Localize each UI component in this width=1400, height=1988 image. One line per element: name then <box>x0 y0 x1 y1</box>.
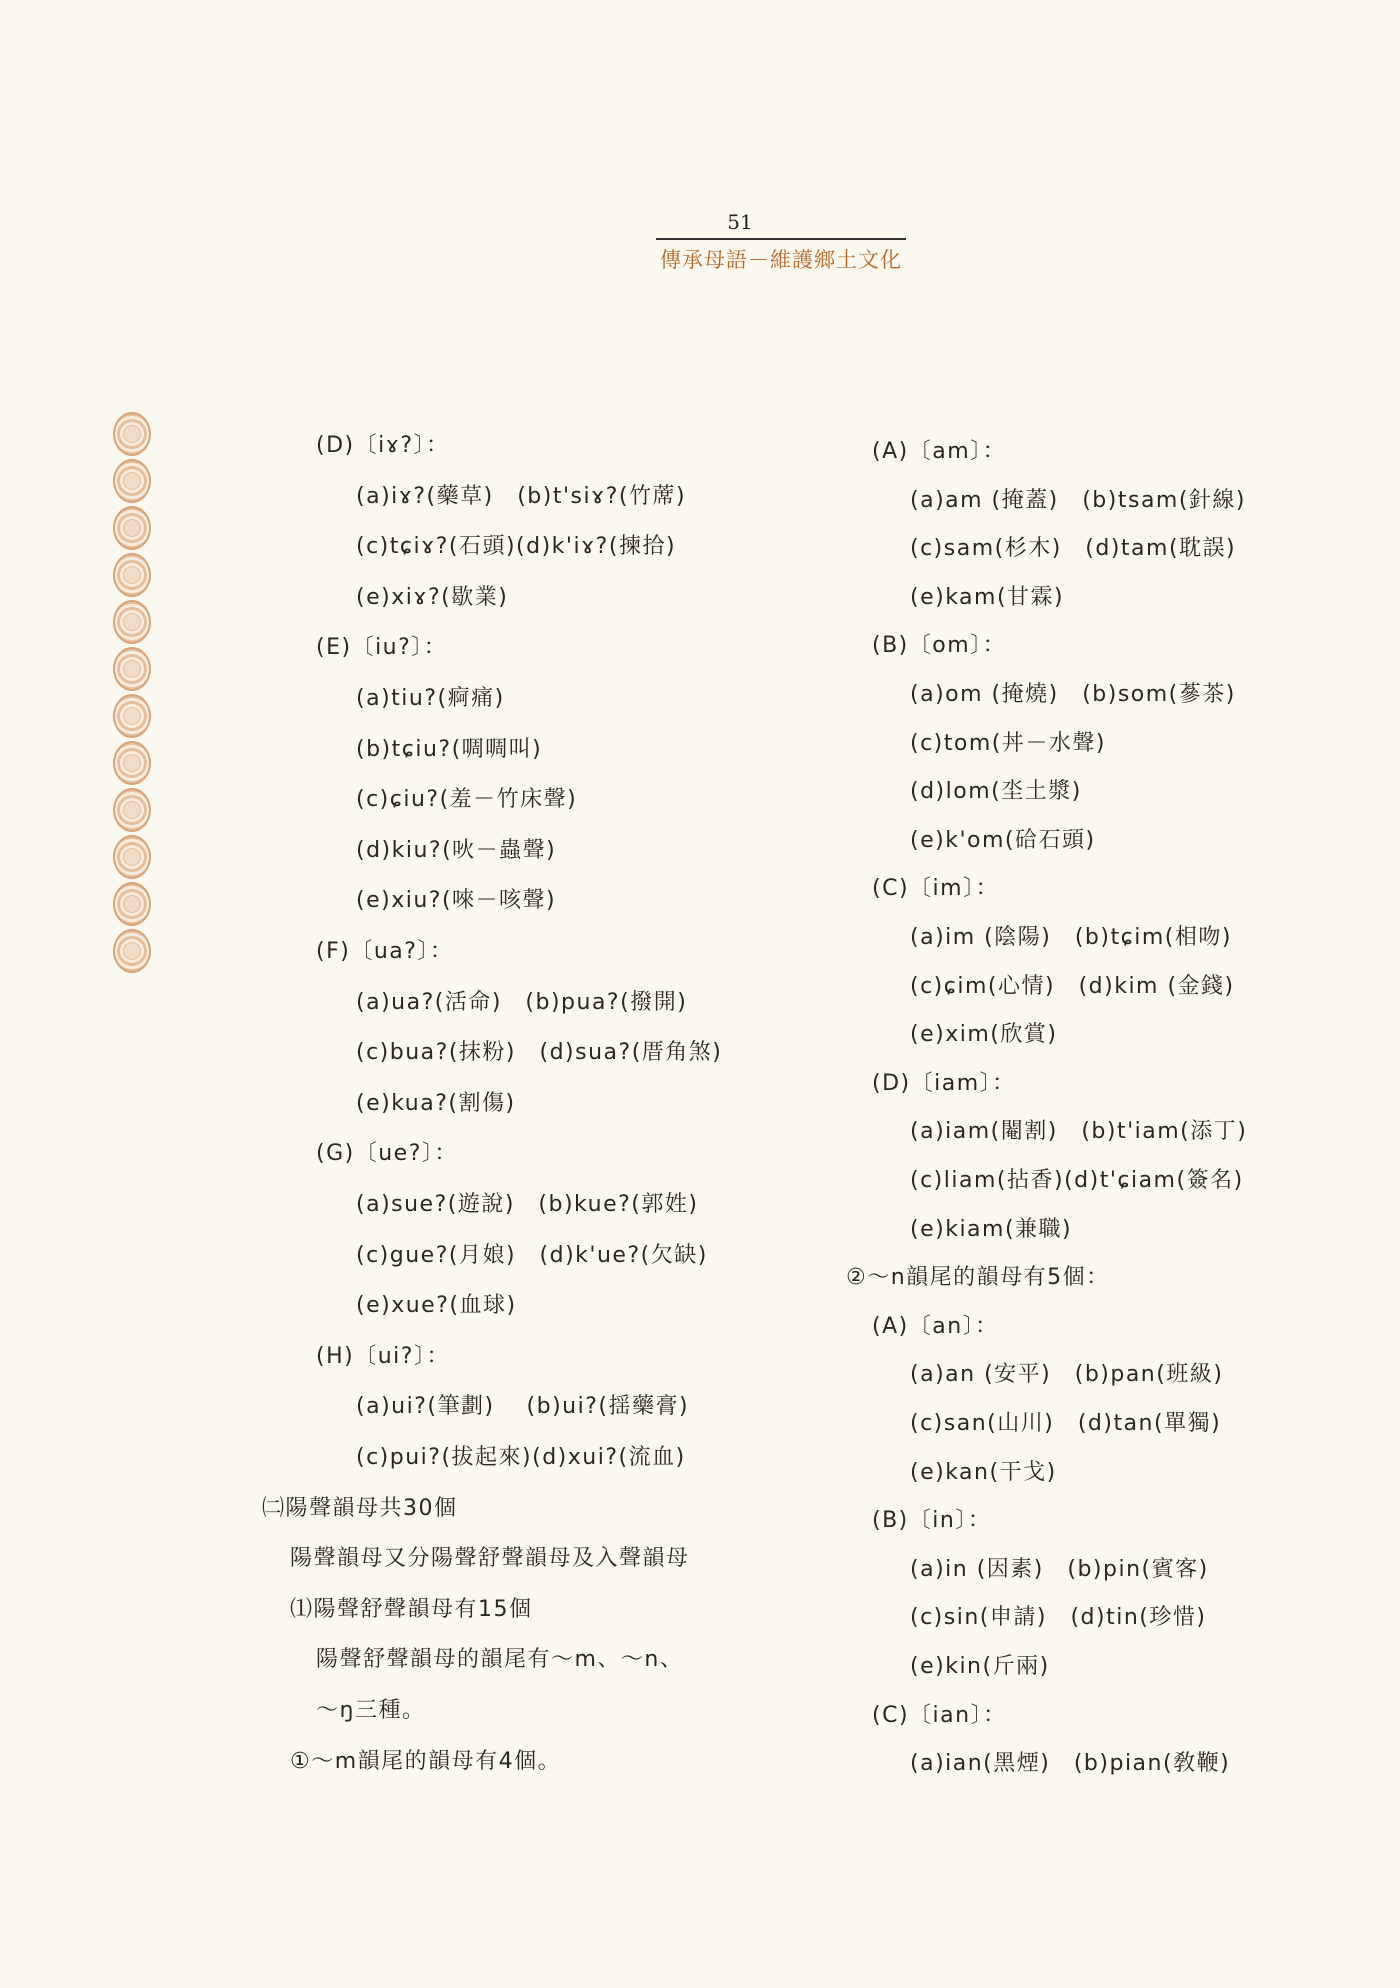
ornament-seal-icon <box>113 459 151 503</box>
text-line: (c)sam(杉木) (d)tam(耽誤) <box>910 536 1237 562</box>
text-line: (e)kin(斤兩) <box>910 1654 1050 1679</box>
text-line: (e)kua?(割傷) <box>356 1090 516 1116</box>
text-line: ～ŋ三種。 <box>316 1698 426 1723</box>
text-line: (c)liam(拈香)(d)t'ɕiam(簽名) <box>910 1168 1244 1193</box>
text-line: (e)xue?(血球) <box>356 1293 517 1319</box>
text-line: (a)iɤ?(藥草) (b)t'siɤ?(竹蓆) <box>356 483 687 509</box>
text-line: (e)kan(干戈) <box>910 1459 1057 1485</box>
text-line: (e)xim(欣賞) <box>910 1022 1058 1048</box>
ornament-seal-icon <box>113 929 151 973</box>
text-line: (a)sue?(遊說) (b)kue?(郭姓) <box>356 1192 699 1217</box>
text-line: (b)tɕiu?(啁啁叫) <box>356 736 543 762</box>
text-line: (c)ɕiu?(羞－竹床聲) <box>356 787 578 813</box>
ornament-seal-icon <box>113 882 151 926</box>
text-line: (a)tiu?(痾痛) <box>356 686 505 711</box>
ornament-seal-icon <box>113 553 151 597</box>
text-line: (c)sin(申請) (d)tin(珍惜) <box>910 1605 1207 1631</box>
text-line: (A)〔an〕： <box>872 1313 999 1339</box>
text-line: (c)ɕim(心情) (d)kim (金錢) <box>910 973 1235 999</box>
text-line: (e)xiɤ?(歇業) <box>356 584 509 610</box>
text-line: (e)k'om(硆石頭) <box>910 827 1096 853</box>
text-line: (c)bua?(抹粉) (d)sua?(厝角煞) <box>356 1040 723 1066</box>
ornament-strip <box>113 412 157 976</box>
text-line: (a)am (掩蓋) (b)tsam(針線) <box>910 487 1247 513</box>
ornament-seal-icon <box>113 647 151 691</box>
text-line: (F)〔ua?〕： <box>316 939 454 964</box>
page-number: 51 <box>727 210 753 234</box>
text-line: (A)〔am〕： <box>872 439 1007 464</box>
text-line: (C)〔im〕： <box>872 876 1000 902</box>
text-line: (d)lom(坔土漿) <box>910 779 1082 805</box>
text-line: (e)kam(甘霖) <box>910 584 1065 610</box>
header-rule <box>656 238 906 240</box>
text-line: (e)xiu?(唻－咳聲) <box>356 888 557 914</box>
text-line: (C)〔ian〕： <box>872 1702 1007 1728</box>
ornament-seal-icon <box>113 835 151 879</box>
text-line: ①～m韻尾的韻母有4個。 <box>290 1748 562 1774</box>
text-line: (c)tɕiɤ?(石頭)(d)k'iɤ?(揀拾) <box>356 534 677 560</box>
text-line: (c)san(山川) (d)tan(單獨) <box>910 1411 1222 1436</box>
text-line: (B)〔in〕： <box>872 1508 992 1534</box>
ornament-seal-icon <box>113 788 151 832</box>
text-line: (a)im (陰陽) (b)tɕim(相吻) <box>910 925 1232 950</box>
text-line: (E)〔iu?〕： <box>316 635 448 661</box>
text-line: (a)an (安平) (b)pan(班級) <box>910 1362 1224 1388</box>
ornament-seal-icon <box>113 412 151 456</box>
text-line: 陽聲舒聲韻母的韻尾有～m、～n、 <box>316 1647 684 1673</box>
text-line: (D)〔iam〕： <box>872 1070 1016 1096</box>
text-line: ㈡陽聲韻母共30個 <box>262 1495 458 1521</box>
text-line: (e)kiam(兼職) <box>910 1216 1073 1242</box>
text-line: (a)om (掩燒) (b)som(蔘茶) <box>910 682 1236 707</box>
text-line: (a)in (因素) (b)pin(賓客) <box>910 1556 1209 1582</box>
text-line: 陽聲韻母又分陽聲舒聲韻母及入聲韻母 <box>290 1546 690 1572</box>
ornament-seal-icon <box>113 694 151 738</box>
text-line: (D)〔iɤ?〕： <box>316 433 450 458</box>
text-line: (d)kiu?(吙－蟲聲) <box>356 837 557 863</box>
text-line: (a)ui?(筆劃) (b)ui?(揺藥膏) <box>356 1394 690 1420</box>
ornament-seal-icon <box>113 600 151 644</box>
text-line: (c)tom(丼－水聲) <box>910 730 1106 756</box>
text-line: ②～n韻尾的韻母有5個： <box>846 1265 1110 1291</box>
text-line: (c)pui?(拔起來)(d)xui?(流血) <box>356 1445 686 1470</box>
text-line: ⑴陽聲舒聲韻母有15個 <box>290 1596 533 1622</box>
text-line: (a)ua?(活命) (b)pua?(撥開) <box>356 989 688 1015</box>
ornament-seal-icon <box>113 506 151 550</box>
text-line: (G)〔ue?〕： <box>316 1141 458 1167</box>
ornament-seal-icon <box>113 741 151 785</box>
text-line: (c)gue?(月娘) (d)k'ue?(欠缺) <box>356 1242 708 1268</box>
text-line: (H)〔ui?〕： <box>316 1343 450 1369</box>
text-line: (a)ian(黑煙) (b)pian(敎鞭) <box>910 1751 1231 1777</box>
text-line: (a)iam(閹割) (b)t'iam(添丁) <box>910 1119 1248 1145</box>
text-line: (B)〔om〕： <box>872 633 1007 659</box>
header-title: 傳承母語－維護鄉土文化 <box>660 248 902 272</box>
